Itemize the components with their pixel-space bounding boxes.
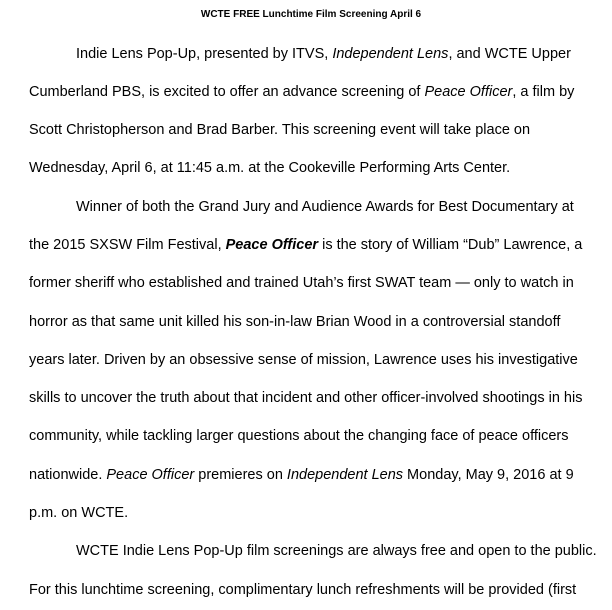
paragraph-1-line-1	[76, 44, 571, 64]
text-run: premieres on	[194, 467, 287, 483]
paragraph-2-line-6: skills to uncover the truth about that incident and other officer-involved shootings in his	[29, 390, 583, 406]
paragraph-2-line-3: former sheriff who established and trained Utah’s first SWAT team — only to watch in	[29, 275, 574, 291]
paragraph-3-line-1: WCTE Indie Lens Pop-Up film screenings are always free and open to the public.	[76, 543, 597, 559]
film-title-italic: Peace Officer	[106, 467, 195, 483]
paragraph-1-line-3: Scott Christopherson and Brad Barber. This screening event will take place on	[29, 122, 531, 138]
text-run: the 2015 SXSW Film Festival,	[29, 237, 226, 253]
text-run: , and WCTE Upper	[448, 46, 571, 62]
paragraph-3-line-2: For this lunchtime screening, complimentary lunch refreshments will be provided (first	[29, 582, 577, 598]
series-title-italic: Independent Lens	[286, 467, 404, 483]
paragraph-2-line-4: horror as that same unit killed his son-in-law Brian Wood in a controversial standoff	[29, 314, 561, 330]
text-run: nationwide.	[29, 467, 107, 483]
paragraph-2-line-5: years later. Driven by an obsessive sense of mission, Lawrence uses his investigative	[29, 352, 578, 368]
paragraph-1-line-4: Wednesday, April 6, at 11:45 a.m. at the Cookeville Performing Arts Center.	[29, 160, 511, 176]
paragraph-1-line-2	[29, 82, 574, 102]
text-run: is the story of William “Dub” Lawrence, a	[318, 237, 583, 253]
film-title-italic: Peace Officer	[424, 84, 513, 100]
paragraph-2-line-7: community, while tackling larger questions about the changing face of peace officers	[29, 428, 569, 444]
paragraph-2-line-9: p.m. on WCTE.	[29, 505, 129, 521]
text-run: Indie Lens Pop-Up, presented by ITVS,	[76, 46, 333, 62]
paragraph-2-line-2	[29, 235, 582, 255]
text-run: Monday, May 9, 2016 at 9	[403, 467, 574, 483]
film-title-bold-italic: Peace Officer	[225, 237, 319, 253]
series-title-italic: Independent Lens	[332, 46, 449, 62]
text-run: Cumberland PBS, is excited to offer an advance screening of	[29, 84, 425, 100]
document-title: WCTE FREE Lunchtime Film Screening April 6	[200, 9, 422, 20]
paragraph-2-line-1: Winner of both the Grand Jury and Audience Awards for Best Documentary at	[76, 199, 574, 215]
text-run: , a film by	[512, 84, 575, 100]
paragraph-2-line-8	[29, 465, 574, 485]
